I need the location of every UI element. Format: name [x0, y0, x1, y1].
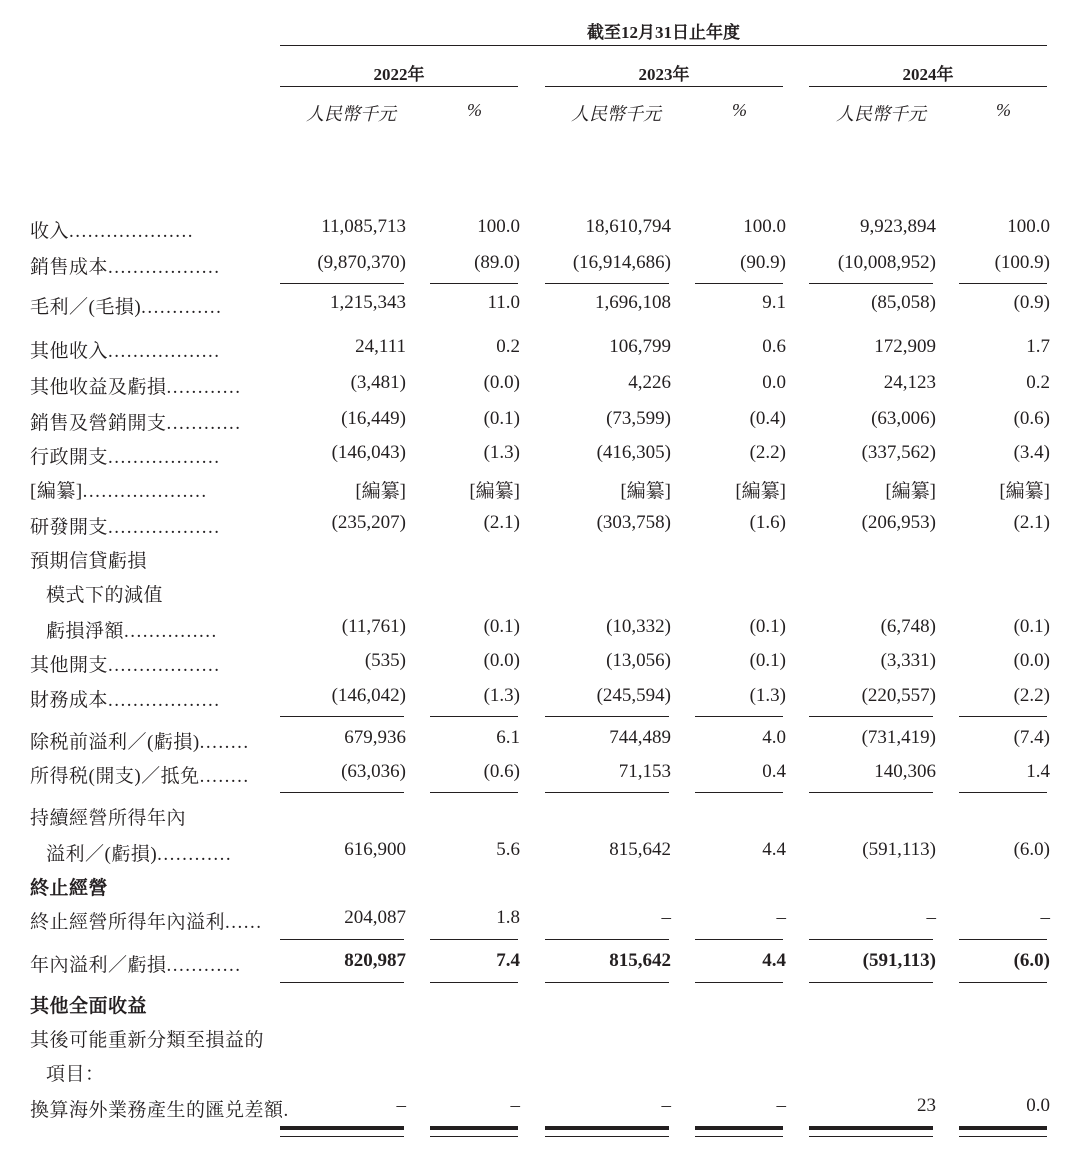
rule: [695, 939, 783, 940]
rule: [430, 792, 518, 793]
double-rule: [809, 1136, 933, 1137]
amount-cell: (337,562): [861, 442, 936, 463]
amount-cell: (11,761): [341, 616, 406, 637]
amount-cell: (63,006): [871, 408, 936, 429]
leader-dots: ....................: [69, 221, 195, 242]
percent-cell: (1.6): [749, 512, 786, 533]
double-rule: [695, 1136, 783, 1137]
percent-cell: 100.0: [477, 216, 520, 237]
amount-cell: (16,914,686): [572, 252, 671, 273]
row-label: [30, 727, 250, 754]
percent-cell: (0.0): [483, 650, 520, 671]
leader-dots: ............: [166, 955, 242, 976]
rule: [809, 982, 933, 983]
percent-cell: (90.9): [740, 252, 786, 273]
row-label: [30, 476, 208, 503]
rule: [545, 283, 669, 284]
percent-cell: 0.0: [1026, 1095, 1050, 1116]
row-label: [30, 336, 221, 363]
percent-cell: (0.1): [1013, 616, 1050, 637]
amount-cell: 679,936: [344, 727, 406, 748]
rule: [695, 982, 783, 983]
amount-cell: –: [396, 1095, 406, 1116]
row-label-text: 財務成本: [30, 690, 109, 711]
percent-cell: (7.4): [1013, 727, 1050, 748]
percent-cell: (0.1): [749, 616, 786, 637]
percent-cell: (0.6): [1013, 408, 1050, 429]
row-label-text: 行政開支: [30, 447, 109, 468]
percent-cell: (0.1): [483, 408, 520, 429]
percent-cell: (0.4): [749, 408, 786, 429]
percent-cell: (89.0): [474, 252, 520, 273]
percent-cell: (2.2): [1013, 685, 1050, 706]
percent-cell: (2.1): [483, 512, 520, 533]
row-label-text: 所得税(開支)／抵免: [30, 766, 200, 787]
percent-cell: 100.0: [1007, 216, 1050, 237]
row-label-text: 銷售及營銷開支: [30, 413, 167, 434]
amount-cell: 18,610,794: [585, 216, 671, 237]
rule: [430, 939, 518, 940]
percent-cell: (0.0): [1013, 650, 1050, 671]
unit-pct-2023: %: [732, 100, 747, 120]
row-label-text: 終止經營所得年內溢利: [30, 912, 226, 933]
row-label: [30, 761, 250, 788]
leader-dots: ..................: [108, 517, 221, 538]
rule: [809, 283, 933, 284]
amount-cell: (591,113): [862, 950, 936, 971]
rule: [695, 716, 783, 717]
rule: [959, 283, 1047, 284]
rule: [430, 716, 518, 717]
amount-cell: 1,215,343: [330, 292, 406, 313]
amount-cell: (85,058): [871, 292, 936, 313]
percent-cell: (2.2): [749, 442, 786, 463]
leader-dots: ........: [199, 732, 250, 753]
unit-rmb-2022: 人民幣千元: [306, 104, 396, 124]
percent-cell: (0.9): [1013, 292, 1050, 313]
row-label: [30, 372, 242, 399]
row-label: [30, 907, 263, 934]
row-label-text: 其他收益及虧損: [30, 377, 167, 398]
year-rule-2024: [809, 86, 1047, 87]
amount-cell: (535): [364, 650, 406, 671]
rule: [545, 792, 669, 793]
percent-cell: 0.2: [496, 336, 520, 357]
percent-cell: 4.4: [762, 839, 786, 860]
leader-dots: ..................: [108, 341, 221, 362]
amount-cell: 71,153: [618, 761, 671, 782]
row-label: [30, 991, 147, 1018]
double-rule: [280, 1126, 404, 1134]
amount-cell: (146,043): [331, 442, 406, 463]
double-rule: [695, 1126, 783, 1134]
leader-dots: ..................: [108, 257, 221, 278]
percent-cell: (1.3): [483, 685, 520, 706]
percent-cell: 1.4: [1026, 761, 1050, 782]
percent-cell: 1.8: [496, 907, 520, 928]
row-label: [30, 546, 147, 573]
percent-cell: (0.1): [483, 616, 520, 637]
row-label: [30, 512, 221, 539]
amount-cell: [編纂]: [355, 481, 406, 502]
row-label: [30, 252, 221, 279]
amount-cell: 820,987: [344, 950, 406, 971]
double-rule: [959, 1126, 1047, 1134]
rule: [959, 716, 1047, 717]
row-label: [30, 408, 242, 435]
row-label-text: 銷售成本: [30, 257, 109, 278]
row-label-text: 持續經營所得年內: [30, 808, 187, 829]
percent-cell: (3.4): [1013, 442, 1050, 463]
double-rule: [430, 1136, 518, 1137]
row-label-text: [編纂]: [30, 481, 83, 502]
amount-cell: (13,056): [606, 650, 671, 671]
percent-cell: 4.4: [762, 950, 786, 971]
rule: [545, 716, 669, 717]
amount-cell: (73,599): [606, 408, 671, 429]
rule: [695, 792, 783, 793]
row-label-text: 換算海外業務產生的匯兑差額: [30, 1100, 284, 1121]
percent-cell: –: [776, 907, 786, 928]
row-label-text: 收入: [30, 221, 70, 242]
percent-cell: [編纂]: [999, 481, 1050, 502]
amount-cell: (10,008,952): [837, 252, 936, 273]
amount-cell: –: [926, 907, 936, 928]
double-rule: [545, 1136, 669, 1137]
amount-cell: (235,207): [331, 512, 406, 533]
percent-cell: 4.0: [762, 727, 786, 748]
amount-cell: 616,900: [344, 839, 406, 860]
amount-cell: (206,953): [861, 512, 936, 533]
row-label-text: 年內溢利／虧損: [30, 955, 167, 976]
percent-cell: (1.3): [483, 442, 520, 463]
amount-cell: 24,123: [883, 372, 936, 393]
amount-cell: 172,909: [874, 336, 936, 357]
percent-cell: –: [1040, 907, 1050, 928]
row-label: [30, 873, 108, 900]
row-label-text: 其他收入: [30, 341, 109, 362]
year-rule-2022: [280, 86, 518, 87]
percent-cell: 7.4: [496, 950, 520, 971]
percent-cell: (2.1): [1013, 512, 1050, 533]
row-label: [30, 950, 242, 977]
rule: [280, 716, 404, 717]
leader-dots: .: [283, 1100, 290, 1121]
percent-cell: –: [776, 1095, 786, 1116]
leader-dots: ....................: [82, 481, 208, 502]
percent-cell: 6.1: [496, 727, 520, 748]
amount-cell: 204,087: [344, 907, 406, 928]
rule: [809, 792, 933, 793]
row-label: [46, 616, 218, 643]
amount-cell: 744,489: [609, 727, 671, 748]
amount-cell: (10,332): [606, 616, 671, 637]
percent-cell: 0.2: [1026, 372, 1050, 393]
row-label-text: 毛利／(毛損): [30, 297, 142, 318]
amount-cell: (146,042): [331, 685, 406, 706]
amount-cell: 23: [917, 1095, 936, 1116]
amount-cell: (6,748): [880, 616, 936, 637]
percent-cell: (6.0): [1013, 839, 1050, 860]
double-rule: [545, 1126, 669, 1134]
year-heading-2023: 2023年: [638, 65, 690, 84]
leader-dots: ............: [166, 413, 242, 434]
amount-cell: 106,799: [609, 336, 671, 357]
row-label: [30, 650, 221, 677]
amount-cell: (591,113): [862, 839, 936, 860]
unit-pct-2024: %: [996, 100, 1011, 120]
amount-cell: –: [661, 907, 671, 928]
leader-dots: ...............: [124, 621, 218, 642]
rule: [430, 982, 518, 983]
percent-cell: –: [510, 1095, 520, 1116]
rule: [545, 982, 669, 983]
leader-dots: ......: [225, 912, 263, 933]
row-label: [30, 1095, 290, 1122]
amount-cell: 140,306: [874, 761, 936, 782]
amount-cell: (303,758): [596, 512, 671, 533]
rule: [959, 982, 1047, 983]
amount-cell: (731,419): [861, 727, 936, 748]
percent-cell: 11.0: [487, 292, 520, 313]
percent-cell: (1.3): [749, 685, 786, 706]
row-label-text: 模式下的減值: [46, 585, 164, 606]
amount-cell: 24,111: [355, 336, 406, 357]
leader-dots: ..................: [108, 447, 221, 468]
double-rule: [280, 1136, 404, 1137]
row-label-text: 虧損淨額: [46, 621, 125, 642]
leader-dots: ..................: [108, 655, 221, 676]
rule: [959, 939, 1047, 940]
amount-cell: (245,594): [596, 685, 671, 706]
double-rule: [430, 1126, 518, 1134]
unit-pct-2022: %: [467, 100, 482, 120]
leader-dots: ............: [157, 844, 233, 865]
amount-cell: (3,331): [880, 650, 936, 671]
double-rule: [959, 1136, 1047, 1137]
row-label: [46, 839, 232, 866]
row-label: [46, 1059, 105, 1086]
rule: [809, 939, 933, 940]
row-label-text: 其後可能重新分類至損益的: [30, 1030, 265, 1051]
rule: [280, 939, 404, 940]
rule: [430, 283, 518, 284]
amount-cell: 4,226: [628, 372, 671, 393]
amount-cell: [編纂]: [620, 481, 671, 502]
row-label: [30, 442, 221, 469]
period-heading: 截至12月31日止年度: [587, 23, 740, 42]
rule: [695, 283, 783, 284]
rule: [809, 716, 933, 717]
amount-cell: (16,449): [341, 408, 406, 429]
rule: [280, 792, 404, 793]
percent-cell: 0.6: [762, 336, 786, 357]
percent-cell: 9.1: [762, 292, 786, 313]
unit-rmb-2023: 人民幣千元: [571, 104, 661, 124]
percent-cell: [編纂]: [469, 481, 520, 502]
row-label-text: 項目：: [46, 1064, 105, 1085]
row-label-text: 終止經營: [30, 878, 109, 899]
percent-cell: 0.0: [762, 372, 786, 393]
amount-cell: (63,036): [341, 761, 406, 782]
leader-dots: .............: [141, 297, 223, 318]
amount-cell: 11,085,713: [321, 216, 406, 237]
leader-dots: ............: [166, 377, 242, 398]
percent-cell: (0.6): [483, 761, 520, 782]
leader-dots: ........: [199, 766, 250, 787]
row-label-text: 其他開支: [30, 655, 109, 676]
row-label-text: 預期信貸虧損: [30, 551, 148, 572]
double-rule: [809, 1126, 933, 1134]
percent-cell: 5.6: [496, 839, 520, 860]
rule: [545, 939, 669, 940]
amount-cell: 815,642: [609, 950, 671, 971]
percent-cell: (0.1): [749, 650, 786, 671]
amount-cell: (9,870,370): [317, 252, 406, 273]
row-label: [30, 803, 186, 830]
amount-cell: –: [661, 1095, 671, 1116]
amount-cell: (3,481): [350, 372, 406, 393]
rule: [280, 982, 404, 983]
amount-cell: 815,642: [609, 839, 671, 860]
rule: [280, 283, 404, 284]
percent-cell: 0.4: [762, 761, 786, 782]
percent-cell: [編纂]: [735, 481, 786, 502]
row-label-text: 研發開支: [30, 517, 109, 538]
unit-rmb-2024: 人民幣千元: [836, 104, 926, 124]
year-heading-2024: 2024年: [902, 65, 954, 84]
percent-cell: (100.9): [994, 252, 1050, 273]
percent-cell: 1.7: [1026, 336, 1050, 357]
row-label-text: 其他全面收益: [30, 996, 148, 1017]
amount-cell: 9,923,894: [860, 216, 936, 237]
header-rule: [280, 45, 1047, 46]
row-label-text: 溢利／(虧損): [46, 844, 158, 865]
percent-cell: (0.0): [483, 372, 520, 393]
row-label: [30, 685, 221, 712]
row-label: [30, 1025, 264, 1052]
leader-dots: ..................: [108, 690, 221, 711]
percent-cell: 100.0: [743, 216, 786, 237]
amount-cell: [編纂]: [885, 481, 936, 502]
row-label: [30, 292, 222, 319]
amount-cell: (416,305): [596, 442, 671, 463]
row-label-text: 除税前溢利／(虧損): [30, 732, 200, 753]
rule: [959, 792, 1047, 793]
row-label: [46, 580, 163, 607]
percent-cell: (6.0): [1013, 950, 1050, 971]
amount-cell: 1,696,108: [595, 292, 671, 313]
row-label: [30, 216, 194, 243]
year-heading-2022: 2022年: [373, 65, 425, 84]
year-rule-2023: [545, 86, 783, 87]
amount-cell: (220,557): [861, 685, 936, 706]
